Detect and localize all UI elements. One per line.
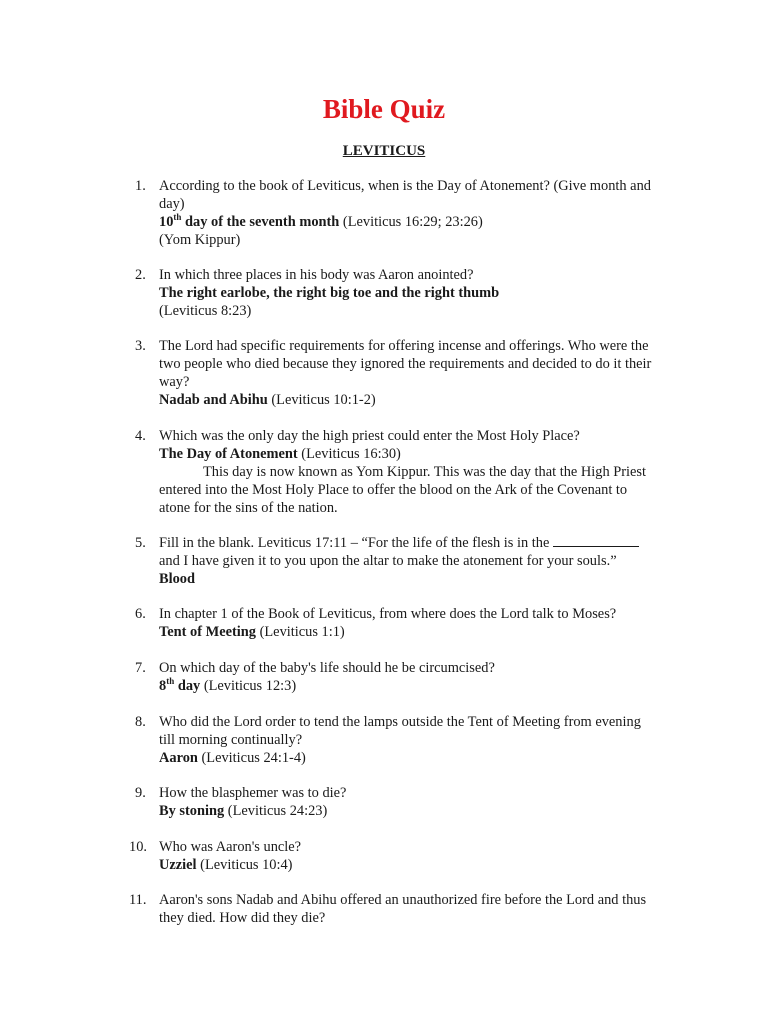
answer-text: Tent of Meeting: [159, 624, 256, 640]
page-title: Bible Quiz: [322, 94, 446, 124]
answer-text: The right earlobe, the right big toe and the right thumb: [159, 285, 500, 301]
fill-in-blank: [553, 534, 639, 547]
question-text: How the blasphemer was to die?: [159, 785, 347, 801]
scripture-reference: (Leviticus 1:1): [256, 624, 345, 640]
question-number: 5.: [135, 535, 146, 551]
question-number: 7.: [135, 660, 146, 676]
question-number: 3.: [135, 338, 146, 354]
question-text: Who did the Lord order to tend the lamps outside the Tent of Meeting from evening till morning continually?: [159, 714, 641, 748]
question-number: 6.: [135, 606, 146, 622]
answer-text: 8th day: [159, 676, 201, 694]
answer-text: Aaron: [159, 750, 198, 766]
scripture-reference: (Leviticus 10:1-2): [267, 392, 376, 408]
answer-text: Blood: [159, 571, 195, 587]
answer-note: (Yom Kippur): [159, 232, 241, 248]
answer-text: 10th day of the seventh month: [159, 212, 340, 230]
scripture-reference: (Leviticus 16:30): [297, 446, 401, 462]
question-number: 1.: [135, 178, 146, 194]
question-text: According to the book of Leviticus, when is the Day of Atonement? (Give month and day): [159, 178, 651, 212]
question-number: 8.: [135, 714, 146, 730]
question-number: 9.: [135, 785, 146, 801]
scripture-reference: (Leviticus 12:3): [200, 678, 297, 694]
question-text: In which three places in his body was Aaron anointed?: [159, 267, 474, 283]
scripture-reference: (Leviticus 16:29; 23:26): [339, 214, 483, 230]
answer-note: This day is now known as Yom Kippur. This was the day that the High Priest entered into the Most Holy Place to offer the blood on the Ark of the Covenant to atone for the sins of the nation.: [159, 464, 647, 516]
question-text: In chapter 1 of the Book of Leviticus, from where does the Lord talk to Moses?: [159, 606, 617, 622]
question-text: The Lord had specific requirements for offering incense and offerings. Who were the two people who died because they ignored the requirements and decided to do it their way?: [159, 338, 652, 390]
question-text: Who was Aaron's uncle?: [159, 839, 302, 855]
question-text: Aaron's sons Nadab and Abihu offered an unauthorized fire before the Lord and thus they died. How did they die?: [159, 892, 647, 926]
scripture-reference: (Leviticus 24:1-4): [197, 750, 306, 766]
question-number: 11.: [129, 892, 147, 908]
question-text: Fill in the blank. Leviticus 17:11 – “For the life of the flesh is in the and I have given it to you upon the altar to make the atonement for your souls.”: [159, 534, 659, 570]
section-heading: LEVITICUS: [342, 143, 426, 159]
scripture-reference: (Leviticus 10:4): [196, 857, 293, 873]
question-number: 2.: [135, 267, 146, 283]
answer-text: By stoning: [159, 803, 225, 819]
scripture-reference: (Leviticus 8:23): [159, 303, 252, 319]
question-text: On which day of the baby's life should he be circumcised?: [159, 660, 495, 676]
question-number: 10.: [129, 839, 147, 855]
answer-text: The Day of Atonement: [159, 446, 298, 462]
question-text: Which was the only day the high priest could enter the Most Holy Place?: [159, 428, 580, 444]
question-number: 4.: [135, 428, 146, 444]
answer-text: Uzziel: [159, 857, 197, 873]
scripture-reference: (Leviticus 24:23): [224, 803, 328, 819]
answer-text: Nadab and Abihu: [159, 392, 268, 408]
